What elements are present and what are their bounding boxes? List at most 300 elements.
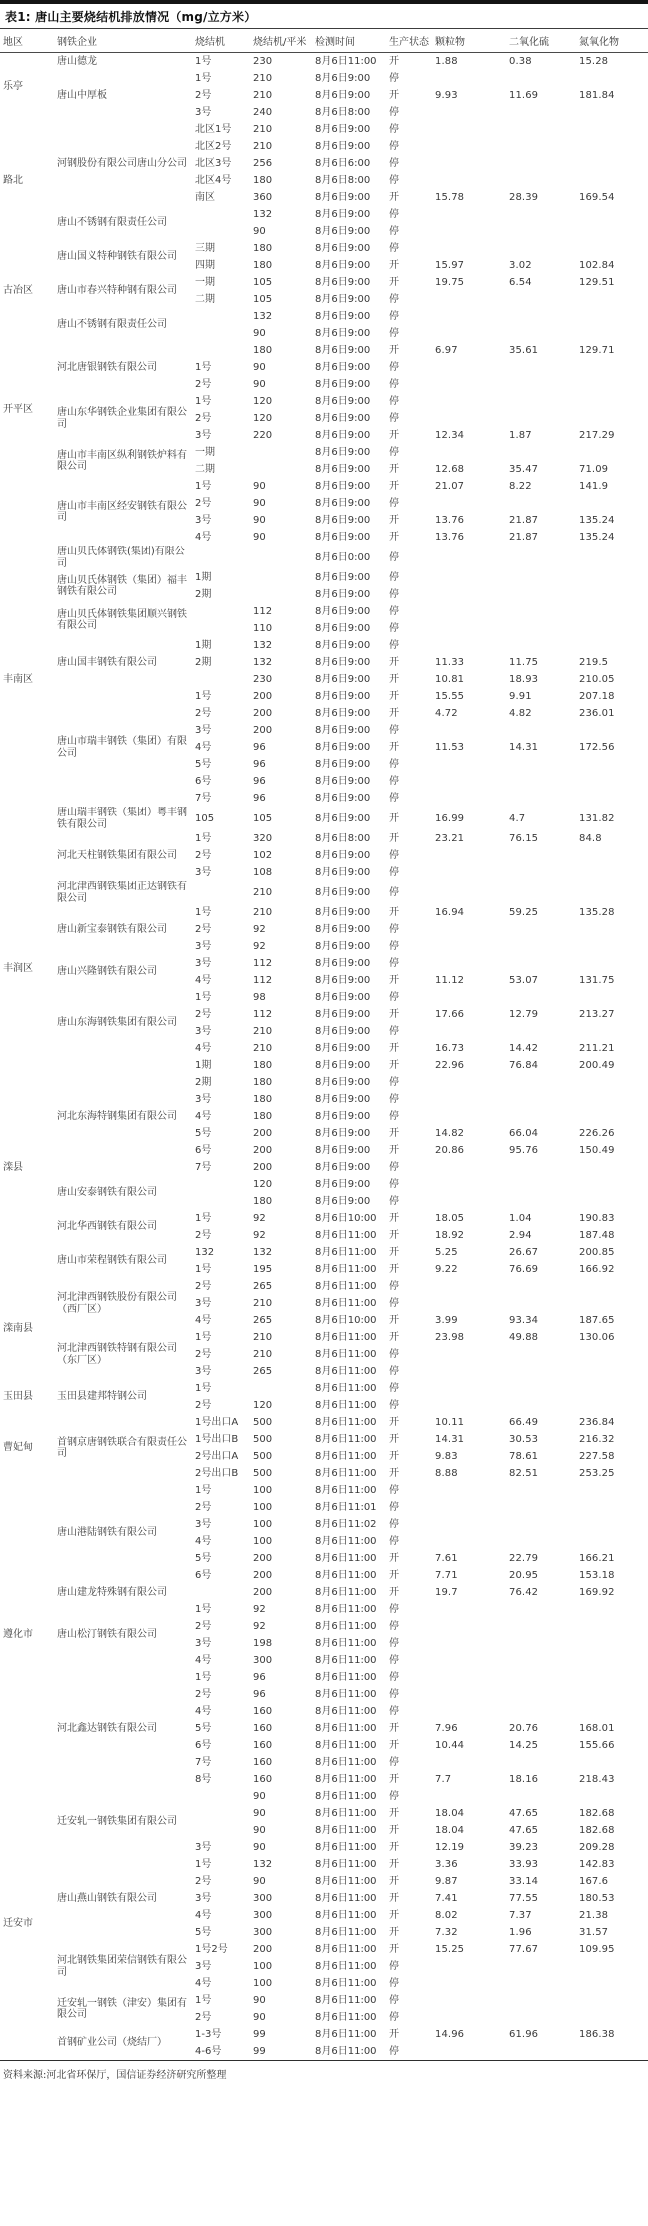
nox-cell <box>576 291 648 308</box>
company-cell: 唐山新宝泰钢铁有限公司 <box>57 923 167 935</box>
status-cell: 开 <box>389 656 399 668</box>
time-cell: 8月6日9:00 <box>315 656 371 668</box>
table-row <box>0 637 648 654</box>
pm-cell: 7.41 <box>435 1892 458 1904</box>
area-cell: 96 <box>253 1671 266 1683</box>
nox-cell: 226.26 <box>579 1127 615 1139</box>
company-cell: 唐山不锈钢有限责任公司 <box>57 217 167 229</box>
area-cell: 112 <box>253 605 273 617</box>
so2-cell <box>506 1635 576 1652</box>
so2-cell <box>506 376 576 393</box>
pm-cell: 22.96 <box>435 1059 465 1071</box>
time-cell: 8月6日11:00 <box>315 1569 377 1581</box>
area-cell: 180 <box>253 344 273 356</box>
time-cell: 8月6日9:00 <box>315 89 371 101</box>
time-cell: 8月6日11:00 <box>315 1246 377 1258</box>
table-row <box>0 1057 648 1074</box>
so2-cell: 30.53 <box>509 1433 539 1445</box>
pm-cell: 6.97 <box>435 344 458 356</box>
so2-cell <box>506 586 576 603</box>
machine-cell: 5号 <box>195 1722 212 1734</box>
region-cell: 滦南县 <box>3 1323 33 1335</box>
pm-cell: 15.25 <box>435 1943 465 1955</box>
so2-cell <box>506 1669 576 1686</box>
so2-cell <box>506 104 576 121</box>
area-cell: 105 <box>253 276 273 288</box>
pm-cell: 14.96 <box>435 2028 465 2040</box>
status-cell: 开 <box>389 1807 399 1819</box>
time-cell: 8月6日11:00 <box>315 1263 377 1275</box>
area-cell: 90 <box>253 327 266 339</box>
area-cell: 200 <box>253 1144 273 1156</box>
area-cell: 180 <box>253 1059 273 1071</box>
so2-cell: 8.22 <box>509 480 532 492</box>
time-cell: 8月6日6:00 <box>315 157 371 169</box>
time-cell: 8月6日9:00 <box>315 923 371 935</box>
time-cell: 8月6日11:00 <box>315 1841 377 1853</box>
machine-cell: 1号 <box>195 1263 212 1275</box>
table-row <box>0 1601 648 1618</box>
status-cell: 停 <box>389 1790 399 1802</box>
machine-cell: 3号 <box>195 1892 212 1904</box>
pm-cell <box>432 495 506 512</box>
status-cell: 停 <box>389 639 399 651</box>
column-header-3: 烧结机/平米 <box>250 29 312 53</box>
pm-cell: 3.99 <box>435 1314 458 1326</box>
pm-cell <box>432 1754 506 1771</box>
area-cell: 132 <box>253 1858 273 1870</box>
machine-cell: 4-6号 <box>195 2045 222 2057</box>
area-cell: 210 <box>253 140 273 152</box>
company-cell: 河北津西钢铁股份有限公司（西厂区） <box>57 1292 177 1315</box>
so2-cell <box>506 1975 576 1992</box>
time-cell: 8月6日0:00 <box>315 551 371 563</box>
machine-cell: 3号 <box>195 429 212 441</box>
column-header-2: 烧结机 <box>192 29 250 53</box>
area-cell: 90 <box>253 1790 266 1802</box>
nox-cell <box>576 410 648 427</box>
so2-cell <box>506 989 576 1006</box>
company-cell: 河北东海特钢集团有限公司 <box>57 1110 177 1122</box>
area-cell: 99 <box>253 2045 266 2057</box>
table-row <box>0 1856 648 1873</box>
pm-cell <box>432 1601 506 1618</box>
time-cell: 8月6日11:00 <box>315 1535 377 1547</box>
machine-cell: 1号 <box>195 480 212 492</box>
pm-cell: 18.05 <box>435 1212 465 1224</box>
pm-cell: 16.73 <box>435 1042 465 1054</box>
status-cell: 停 <box>389 412 399 424</box>
time-cell: 8月6日9:00 <box>315 1076 371 1088</box>
nox-cell: 180.53 <box>579 1892 615 1904</box>
status-cell: 停 <box>389 2045 399 2057</box>
company-cell: 河北唐银钢铁有限公司 <box>57 361 157 373</box>
status-cell: 停 <box>389 1025 399 1037</box>
company-cell: 唐山贝氏体钢铁（集团）福丰钢铁有限公司 <box>57 574 187 597</box>
so2-cell <box>506 206 576 223</box>
machine-cell: 5号 <box>195 1926 212 1938</box>
time-cell: 8月6日9:00 <box>315 775 371 787</box>
so2-cell: 33.14 <box>509 1875 539 1887</box>
nox-cell: 130.06 <box>579 1331 615 1343</box>
status-cell: 开 <box>389 1875 399 1887</box>
so2-cell: 11.75 <box>509 656 539 668</box>
time-cell: 8月6日11:00 <box>315 1977 377 1989</box>
area-cell: 300 <box>253 1909 273 1921</box>
area-cell: 180 <box>253 259 273 271</box>
time-cell: 8月6日11:00 <box>315 1722 377 1734</box>
nox-cell <box>576 637 648 654</box>
company-cell: 唐山建龙特殊钢有限公司 <box>57 1586 167 1598</box>
table-row <box>0 393 648 410</box>
so2-cell: 3.02 <box>509 259 532 271</box>
status-cell: 开 <box>389 259 399 271</box>
status-cell: 开 <box>389 1433 399 1445</box>
so2-cell: 7.37 <box>509 1909 532 1921</box>
nox-cell: 187.48 <box>579 1229 615 1241</box>
machine-cell: 1期 <box>195 1059 212 1071</box>
time-cell: 8月6日11:00 <box>315 1705 377 1717</box>
area-cell: 160 <box>253 1756 273 1768</box>
pm-cell <box>432 1159 506 1176</box>
area-cell: 120 <box>253 412 273 424</box>
area-cell: 160 <box>253 1739 273 1751</box>
area-cell: 100 <box>253 1535 273 1547</box>
time-cell: 8月6日9:00 <box>315 849 371 861</box>
so2-cell <box>506 1958 576 1975</box>
so2-cell <box>506 1176 576 1193</box>
so2-cell <box>506 2009 576 2026</box>
so2-cell: 47.65 <box>509 1807 539 1819</box>
machine-cell: 2号 <box>195 923 212 935</box>
so2-cell <box>506 546 576 569</box>
machine-cell <box>192 206 250 223</box>
pm-cell: 14.31 <box>435 1433 465 1445</box>
nox-cell <box>576 569 648 586</box>
area-cell: 102 <box>253 849 273 861</box>
machine-cell: 5号 <box>195 1127 212 1139</box>
nox-cell <box>576 1176 648 1193</box>
time-cell: 8月6日9:00 <box>315 991 371 1003</box>
so2-cell: 1.04 <box>509 1212 532 1224</box>
table-row <box>0 1278 648 1295</box>
pm-cell: 3.36 <box>435 1858 458 1870</box>
machine-cell: 2号 <box>195 1620 212 1632</box>
status-cell: 停 <box>389 1705 399 1717</box>
nox-cell: 168.01 <box>579 1722 615 1734</box>
pm-cell <box>432 393 506 410</box>
pm-cell: 7.61 <box>435 1552 458 1564</box>
machine-cell: 5号 <box>195 758 212 770</box>
area-cell: 160 <box>253 1722 273 1734</box>
status-cell: 停 <box>389 1994 399 2006</box>
status-cell: 停 <box>389 378 399 390</box>
pm-cell <box>432 955 506 972</box>
pm-cell <box>432 847 506 864</box>
area-cell <box>250 586 312 603</box>
table-row <box>0 1788 648 1805</box>
area-cell: 120 <box>253 1399 273 1411</box>
machine-cell: 2号 <box>195 89 212 101</box>
machine-cell: 1号 <box>195 1994 212 2006</box>
status-cell: 开 <box>389 690 399 702</box>
status-cell: 开 <box>389 1586 399 1598</box>
time-cell: 8月6日9:00 <box>315 497 371 509</box>
pm-cell: 16.99 <box>435 812 465 824</box>
status-cell: 停 <box>389 106 399 118</box>
status-cell: 停 <box>389 1688 399 1700</box>
table-row <box>0 1482 648 1499</box>
time-cell: 8月6日8:00 <box>315 174 371 186</box>
time-cell: 8月6日9:00 <box>315 758 371 770</box>
so2-cell <box>506 359 576 376</box>
area-cell: 200 <box>253 707 273 719</box>
pm-cell <box>432 138 506 155</box>
machine-cell: 3号 <box>195 514 212 526</box>
status-cell: 停 <box>389 1518 399 1530</box>
so2-cell <box>506 70 576 87</box>
so2-cell: 28.39 <box>509 191 539 203</box>
so2-cell <box>506 1159 576 1176</box>
pm-cell <box>432 1176 506 1193</box>
area-cell: 100 <box>253 1501 273 1513</box>
time-cell: 8月6日9:00 <box>315 412 371 424</box>
status-cell: 开 <box>389 344 399 356</box>
so2-cell: 14.42 <box>509 1042 539 1054</box>
nox-cell <box>576 1380 648 1397</box>
pm-cell: 19.75 <box>435 276 465 288</box>
nox-cell <box>576 1108 648 1125</box>
so2-cell <box>506 121 576 138</box>
status-cell: 开 <box>389 463 399 475</box>
nox-cell <box>576 1754 648 1771</box>
machine-cell: 2号出口B <box>195 1467 239 1479</box>
area-cell: 100 <box>253 1977 273 1989</box>
nox-cell <box>576 1278 648 1295</box>
header-row <box>0 29 648 53</box>
pm-cell <box>432 1788 506 1805</box>
time-cell: 8月6日9:00 <box>315 140 371 152</box>
time-cell: 8月6日9:00 <box>315 1059 371 1071</box>
area-cell: 180 <box>253 1110 273 1122</box>
nox-cell: 218.43 <box>579 1773 615 1785</box>
so2-cell <box>506 1533 576 1550</box>
column-header-0: 地区 <box>0 29 54 53</box>
time-cell: 8月6日9:00 <box>315 1110 371 1122</box>
so2-cell: 6.54 <box>509 276 532 288</box>
machine-cell: 2号 <box>195 1348 212 1360</box>
machine-cell: 1号 <box>195 1484 212 1496</box>
area-cell: 300 <box>253 1654 273 1666</box>
time-cell: 8月6日11:00 <box>315 1450 377 1462</box>
nox-cell <box>576 1023 648 1040</box>
machine-cell: 1号 <box>195 395 212 407</box>
region-cell: 开平区 <box>3 404 33 416</box>
so2-cell: 18.93 <box>509 673 539 685</box>
time-cell: 8月6日9:00 <box>315 310 371 322</box>
so2-cell: 59.25 <box>509 906 539 918</box>
pm-cell: 7.7 <box>435 1773 452 1785</box>
status-cell: 停 <box>389 157 399 169</box>
table-row <box>0 478 648 495</box>
time-cell: 8月6日9:00 <box>315 886 371 898</box>
area-cell: 195 <box>253 1263 273 1275</box>
area-cell: 210 <box>253 123 273 135</box>
pm-cell <box>432 637 506 654</box>
pm-cell <box>432 121 506 138</box>
status-cell: 开 <box>389 1263 399 1275</box>
status-cell: 停 <box>389 310 399 322</box>
area-cell: 90 <box>253 514 266 526</box>
company-cell: 唐山中厚板 <box>57 89 107 101</box>
area-cell: 265 <box>253 1365 273 1377</box>
pm-cell: 18.04 <box>435 1807 465 1819</box>
pm-cell: 23.98 <box>435 1331 465 1343</box>
pm-cell <box>432 1635 506 1652</box>
pm-cell <box>432 104 506 121</box>
area-cell: 96 <box>253 758 266 770</box>
machine-cell: 三期 <box>195 242 215 254</box>
time-cell: 8月6日9:00 <box>315 724 371 736</box>
nox-cell <box>576 376 648 393</box>
machine-cell: 二期 <box>195 463 215 475</box>
time-cell: 8月6日9:00 <box>315 463 371 475</box>
machine-cell: 105 <box>195 812 215 824</box>
company-cell: 唐山市丰南区经安钢铁有限公司 <box>57 500 187 523</box>
area-cell: 90 <box>253 1875 266 1887</box>
so2-cell <box>506 938 576 955</box>
time-cell: 8月6日9:00 <box>315 378 371 390</box>
so2-cell <box>506 773 576 790</box>
so2-cell <box>506 1278 576 1295</box>
area-cell <box>250 444 312 461</box>
so2-cell: 61.96 <box>509 2028 539 2040</box>
nox-cell: 71.09 <box>579 463 609 475</box>
nox-cell: 211.21 <box>579 1042 615 1054</box>
area-cell: 100 <box>253 1484 273 1496</box>
machine-cell: 4号 <box>195 741 212 753</box>
so2-cell: 49.88 <box>509 1331 539 1343</box>
time-cell: 8月6日11:00 <box>315 1484 377 1496</box>
machine-cell: 2号 <box>195 1875 212 1887</box>
pm-cell: 12.19 <box>435 1841 465 1853</box>
pm-cell: 10.81 <box>435 673 465 685</box>
so2-cell: 76.42 <box>509 1586 539 1598</box>
machine-cell: 4号 <box>195 531 212 543</box>
area-cell: 500 <box>253 1450 273 1462</box>
machine-cell: 二期 <box>195 293 215 305</box>
table-row <box>0 807 648 830</box>
status-cell: 开 <box>389 1824 399 1836</box>
area-cell: 200 <box>253 690 273 702</box>
machine-cell: 3号 <box>195 1025 212 1037</box>
status-cell: 停 <box>389 293 399 305</box>
nox-cell: 135.24 <box>579 531 615 543</box>
pm-cell <box>432 1023 506 1040</box>
status-cell: 开 <box>389 812 399 824</box>
area-cell: 230 <box>253 55 273 67</box>
nox-cell <box>576 70 648 87</box>
status-cell: 停 <box>389 886 399 898</box>
machine-cell: 南区 <box>195 191 215 203</box>
area-cell: 92 <box>253 1603 266 1615</box>
machine-cell: 四期 <box>195 259 215 271</box>
so2-cell <box>506 1023 576 1040</box>
status-cell: 开 <box>389 1416 399 1428</box>
table-row <box>0 240 648 257</box>
nox-cell: 253.25 <box>579 1467 615 1479</box>
nox-cell <box>576 955 648 972</box>
time-cell: 8月6日9:00 <box>315 571 371 583</box>
source-note: 资料来源:河北省环保厅，国信证券经济研究所整理 <box>0 2060 648 2087</box>
time-cell: 8月6日11:00 <box>315 1875 377 1887</box>
pm-cell: 18.04 <box>435 1824 465 1836</box>
machine-cell: 4号 <box>195 1110 212 1122</box>
so2-cell: 20.95 <box>509 1569 539 1581</box>
pm-cell <box>432 1074 506 1091</box>
machine-cell <box>192 223 250 240</box>
so2-cell <box>506 1108 576 1125</box>
nox-cell <box>576 1397 648 1414</box>
status-cell: 开 <box>389 673 399 685</box>
column-header-8: 氮氧化物 <box>576 29 648 53</box>
table-title: 表1: 唐山主要烧结机排放情况（mg/立方米） <box>0 0 648 29</box>
so2-cell <box>506 1703 576 1720</box>
status-cell: 开 <box>389 1552 399 1564</box>
so2-cell <box>506 1754 576 1771</box>
pm-cell <box>432 325 506 342</box>
area-cell: 500 <box>253 1416 273 1428</box>
time-cell: 8月6日11:00 <box>315 1297 377 1309</box>
status-cell: 停 <box>389 1756 399 1768</box>
nox-cell <box>576 1635 648 1652</box>
status-cell: 开 <box>389 832 399 844</box>
time-cell: 8月6日11:00 <box>315 1467 377 1479</box>
nox-cell: 169.92 <box>579 1586 615 1598</box>
pm-cell: 11.12 <box>435 974 465 986</box>
so2-cell <box>506 620 576 637</box>
area-cell: 92 <box>253 1620 266 1632</box>
nox-cell: 236.01 <box>579 707 615 719</box>
region-cell: 滦县 <box>3 1161 23 1173</box>
pm-cell: 10.11 <box>435 1416 465 1428</box>
pm-cell <box>432 1363 506 1380</box>
area-cell: 90 <box>253 531 266 543</box>
pm-cell: 9.93 <box>435 89 458 101</box>
pm-cell <box>432 444 506 461</box>
nox-cell <box>576 172 648 189</box>
so2-cell <box>506 223 576 240</box>
status-cell: 停 <box>389 446 399 458</box>
machine-cell: 3号 <box>195 1637 212 1649</box>
so2-cell <box>506 847 576 864</box>
nox-cell: 141.9 <box>579 480 609 492</box>
nox-cell <box>576 1975 648 1992</box>
pm-cell <box>432 2043 506 2060</box>
company-cell: 河北津西钢铁特钢有限公司（东厂区） <box>57 1343 177 1366</box>
pm-cell: 1.88 <box>435 55 458 67</box>
status-cell: 停 <box>389 588 399 600</box>
so2-cell: 2.94 <box>509 1229 532 1241</box>
pm-cell <box>432 1397 506 1414</box>
nox-cell <box>576 1346 648 1363</box>
status-cell: 停 <box>389 1637 399 1649</box>
nox-cell: 155.66 <box>579 1739 615 1751</box>
status-cell: 停 <box>389 1977 399 1989</box>
area-cell: 96 <box>253 1688 266 1700</box>
status-cell: 停 <box>389 940 399 952</box>
nox-cell: 131.82 <box>579 812 615 824</box>
